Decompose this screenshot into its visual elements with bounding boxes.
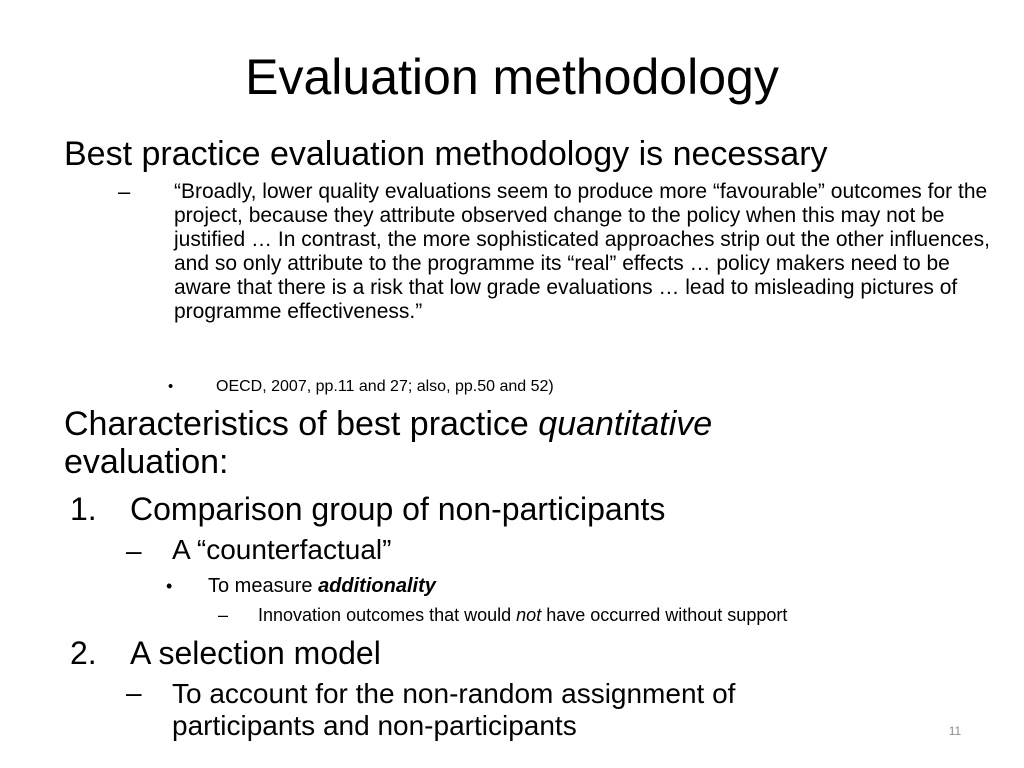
item-1-detail — [258, 604, 787, 626]
item-1-text: Comparison group of non-participants — [130, 491, 666, 527]
citation-bullet: • — [168, 378, 174, 395]
section1-heading: Best practice evaluation methodology is necessary — [64, 135, 828, 173]
item-1-detail-prefix: Innovation outcomes that would — [258, 605, 517, 625]
slide-title: Evaluation methodology — [245, 49, 779, 105]
item-1-detail-suffix: have occurred without support — [541, 605, 788, 625]
item-1-bullet: • — [166, 576, 173, 596]
item-2-text: A selection model — [130, 635, 381, 671]
quote-dash: – — [118, 179, 131, 204]
section2-heading-prefix: Characteristics of best practice — [64, 405, 539, 443]
oecd-quote: “Broadly, lower quality evaluations seem to produce more “favourable” outcomes for the project, because they attribute observed change to the policy when this may not be justified … In contrast, the more sophisticated approaches strip out the other influences, and so only attribute to the programme its “real” effects … policy makers need to be aware that there is a risk that low grade evaluations … lead to misleading pictures of programme effectiveness.” — [174, 180, 990, 323]
item-1-sub: A “counterfactual” — [172, 534, 392, 565]
citation: OECD, 2007, pp.11 and 27; also, pp.50 and 52) — [216, 378, 554, 395]
item-1-detail-dash: – — [218, 605, 229, 625]
item-1-bullet-prefix: To measure — [208, 575, 319, 597]
item-1-detail-italic: not — [516, 605, 542, 625]
item-2-number: 2. — [70, 635, 97, 671]
item-1-bullet-text — [208, 574, 436, 598]
section2-heading-italic: quantitative — [538, 405, 713, 443]
item-2-sub: To account for the non-random assignment of participants and non-participants — [172, 678, 736, 741]
section2-heading-continued: evaluation: — [64, 443, 229, 481]
page-number: 11 — [948, 724, 962, 738]
item-1-sub-dash: – — [126, 535, 142, 566]
item-2-sub-dash: – — [126, 677, 142, 708]
additionality-emphasis: additionality — [318, 575, 436, 597]
item-1-number: 1. — [70, 491, 97, 527]
section2-heading — [64, 404, 712, 444]
